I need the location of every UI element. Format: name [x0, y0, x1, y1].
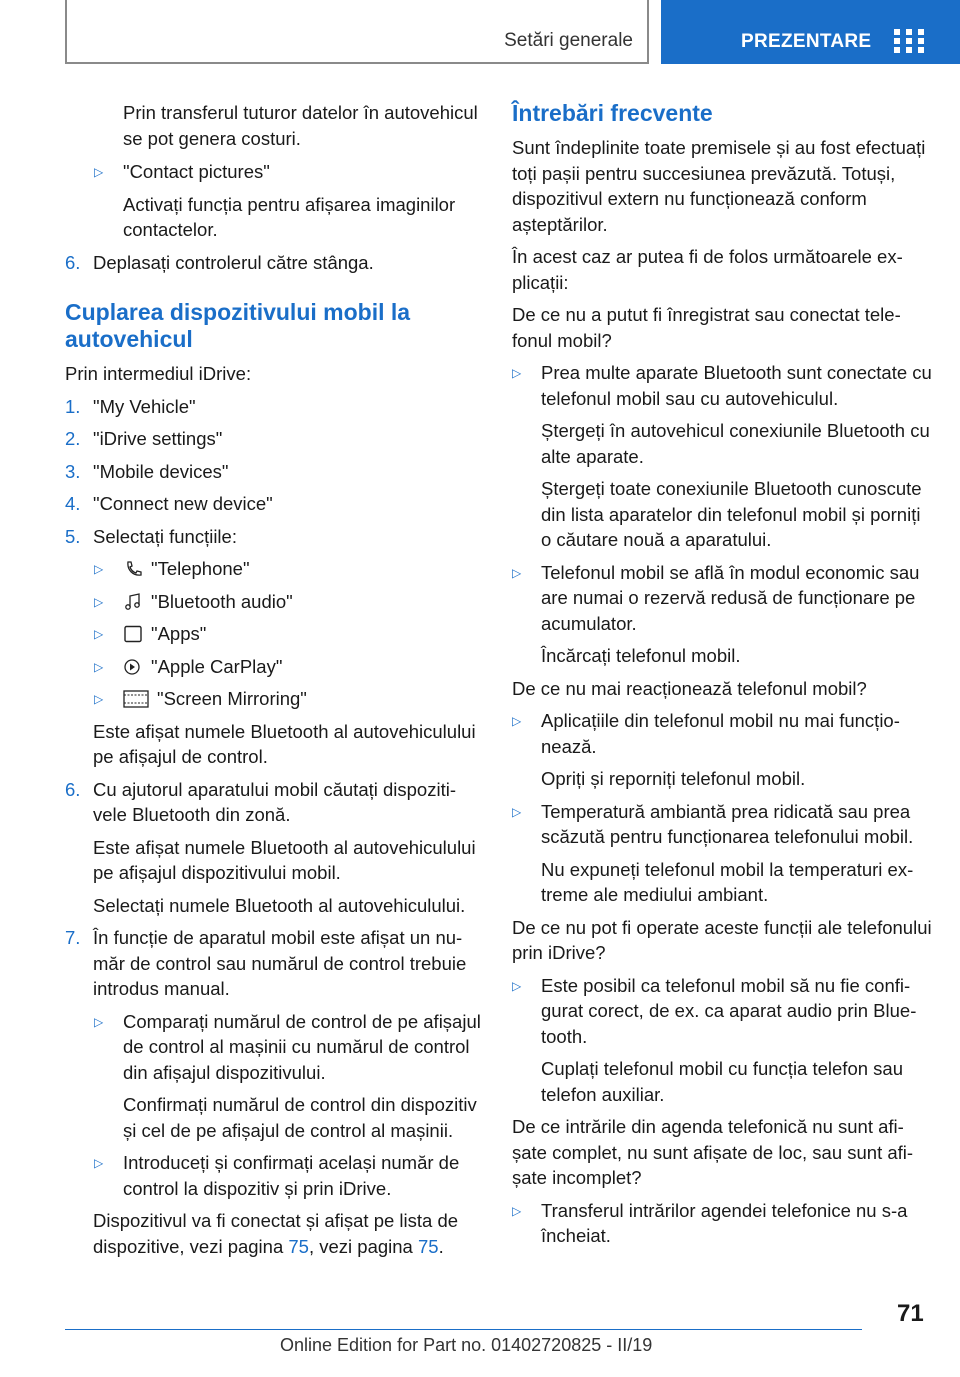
bullet-triangle-icon: ▷ — [94, 627, 104, 641]
page-link[interactable]: 75 — [288, 1235, 309, 1257]
bullet-triangle-icon: ▷ — [512, 978, 522, 993]
list-item: 3. "Mobile devices" — [65, 460, 229, 482]
question: De ce nu a putut fi înregistrat sau conectat telefonul mobil? — [512, 304, 901, 351]
chapter-title: PREZENTARE — [741, 31, 872, 52]
paragraph: Selectați numele Bluetooth al autovehiculului. — [93, 894, 466, 916]
paragraph: Ștergeți în autovehicul conexiunile Bluetooth cu alte aparate. — [541, 420, 930, 467]
chapter-tab[interactable] — [661, 0, 960, 64]
screen-mirroring-icon — [123, 690, 149, 708]
bullet-triangle-icon: ▷ — [512, 804, 522, 819]
list-item: 6. Deplasați controlerul către stânga. — [65, 251, 374, 273]
list-item: ▷ Transferul intrărilor agendei telefonice nu s-a încheiat. — [512, 1199, 908, 1246]
bullet-triangle-icon: ▷ — [94, 562, 104, 576]
paragraph: Activați funcția pentru afișarea imaginilor contactelor. — [123, 193, 456, 240]
list-item: ▷ "Contact pictures" — [65, 159, 483, 185]
paragraph: Opriți și reporniți telefonul mobil. — [541, 768, 806, 789]
list-item: ▷ "Screen Mirroring" — [65, 686, 483, 712]
bullet-triangle-icon: ▷ — [94, 1156, 104, 1170]
list-item: 2. "iDrive settings" — [65, 428, 223, 449]
grid-menu-icon[interactable] — [894, 29, 924, 53]
bullet-triangle-icon: ▷ — [94, 692, 104, 706]
left-column — [65, 100, 483, 1259]
list-item: 1. "My Vehicle" — [65, 395, 196, 417]
paragraph: Este afișat numele Bluetooth al autovehiculului pe afișajul dispozitivului mobil. — [93, 836, 476, 883]
apps-square-icon — [123, 625, 143, 643]
section-tab — [65, 0, 649, 64]
list-item: ▷ "Telephone" — [65, 556, 483, 582]
paragraph: Încărcați telefonul mobil. — [541, 645, 741, 666]
list-item: 5. Selectați funcțiile: — [65, 525, 237, 547]
paragraph: Sunt îndeplinite toate premisele și au fost efectuați toți pașii pentru succesiunea prevăzută. Totuși, dispozitivul extern nu funcționează conform așteptărilor. — [512, 137, 926, 235]
list-item: ▷ "Apps" — [65, 621, 483, 647]
bullet-triangle-icon: ▷ — [94, 594, 104, 609]
question: De ce nu mai reacționează telefonul mobil? — [512, 677, 867, 699]
bullet-triangle-icon: ▷ — [94, 165, 104, 179]
telephone-icon — [123, 560, 143, 578]
paragraph: Prin transferul tuturor datelor în autovehicul se pot genera costuri. — [123, 102, 478, 149]
page-number: 71 — [897, 1300, 924, 1327]
section-heading: Întrebări frecvente — [512, 100, 713, 126]
list-item: ▷ Introduceți și confirmați același număr de control la dispozitiv și prin iDrive. — [94, 1152, 460, 1199]
question: De ce intrările din agenda telefonică nu sunt afișate complet, nu sunt afișate de loc, sau sunt afișate incomplet? — [512, 1116, 914, 1188]
list-item: ▷ "Apple CarPlay" — [65, 654, 483, 680]
paragraph: Confirmați numărul de control din dispozitiv și cel de pe afișajul de control al mașinii. — [123, 1094, 477, 1141]
list-item: 4. "Connect new device" — [65, 493, 273, 514]
carplay-icon — [123, 658, 143, 676]
list-item: ▷ "Bluetooth audio" — [65, 589, 483, 615]
music-note-icon — [123, 593, 143, 611]
list-item: ▷ Aplicațiile din telefonul mobil nu mai funcționează. — [512, 710, 900, 757]
paragraph: În acest caz ar putea fi de folos următoarele explicații: — [512, 246, 903, 293]
list-item: 6. Cu ajutorul aparatului mobil căutați dispozitivele Bluetooth din zonă. — [65, 778, 457, 825]
paragraph: Cuplați telefonul mobil cu funcția telefon sau telefon auxiliar. — [541, 1058, 903, 1105]
section-title: Setări generale — [504, 30, 633, 51]
list-item: ▷ Temperatură ambiantă prea ridicată sau prea scăzută pentru funcționarea telefonului mobil. — [512, 800, 914, 847]
right-column — [512, 100, 932, 1249]
list-item: ▷ Telefonul mobil se află în modul economic sau are numai o rezervă redusă de funcționare pe acumulator. — [512, 561, 920, 634]
paragraph: Dispozitivul va fi conectat și afișat pe lista de dispozitive, vezi pagina 75, vezi pagina 75. — [93, 1210, 459, 1257]
paragraph: Este afișat numele Bluetooth al autovehiculului pe afișajul de control. — [93, 720, 476, 767]
bullet-triangle-icon: ▷ — [512, 714, 522, 728]
question: De ce nu pot fi operate aceste funcții ale telefonului prin iDrive? — [512, 916, 932, 963]
bullet-triangle-icon: ▷ — [512, 366, 522, 380]
page-link[interactable]: 75 — [417, 1235, 439, 1257]
paragraph: Prin intermediul iDrive: — [65, 363, 252, 384]
footer-edition: Online Edition for Part no. 01402720825 - II/19 — [280, 1335, 653, 1355]
bullet-triangle-icon: ▷ — [94, 1014, 104, 1029]
list-item: 7. În funcție de aparatul mobil este afișat un număr de control sau numărul de control trebuie introdus manual. — [65, 927, 467, 999]
paragraph: Nu expuneți telefonul mobil la temperaturi extreme ale mediului ambiant. — [541, 858, 914, 905]
footer-divider — [65, 1329, 862, 1330]
bullet-triangle-icon: ▷ — [94, 659, 104, 674]
list-item: ▷ Este posibil ca telefonul mobil să nu fie configurat corect, de ex. ca aparat audio prin Bluetooth. — [512, 974, 917, 1047]
bullet-triangle-icon: ▷ — [512, 565, 522, 580]
section-heading: Cuplarea dispozitivului mobil la autovehicul — [65, 299, 411, 352]
bullet-triangle-icon: ▷ — [512, 1203, 522, 1218]
list-item: ▷ Prea multe aparate Bluetooth sunt conectate cu telefonul mobil sau cu autovehiculul. — [512, 362, 932, 409]
list-item: ▷ Comparați numărul de control de pe afișajul de control al mașinii cu numărul de control din afișajul dispozitivului. — [94, 1010, 481, 1083]
paragraph: Ștergeți toate conexiunile Bluetooth cunoscute din lista aparatelor din telefonul mobil și porniți o căutare nouă a aparatului. — [541, 478, 922, 550]
